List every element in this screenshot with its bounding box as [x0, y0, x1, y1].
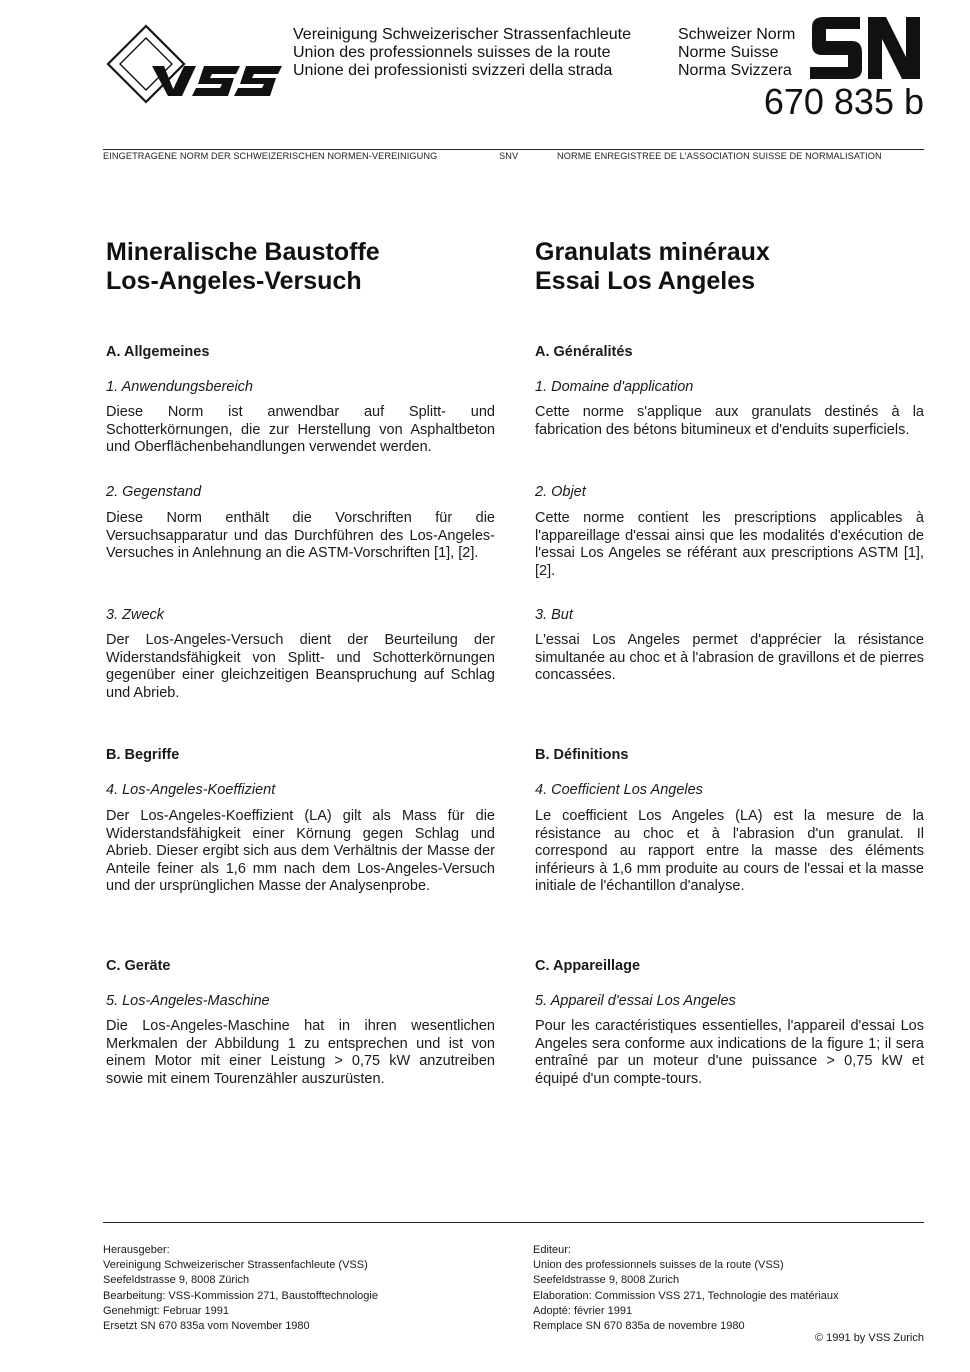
- footer-line: Bearbeitung: VSS-Kommission 271, Baustofftechnologie: [103, 1290, 378, 1302]
- page-title-de: [106, 238, 380, 296]
- document-number: 670 835 b: [763, 81, 924, 122]
- footer-publisher-fr: [533, 1243, 784, 1288]
- paragraph-4: Le coefficient Los Angeles (LA) est la mesure de la résistance au choc et à l'abrasion d'un granulat. Il correspond au rapport entre la masse des éléments inférieurs à 1,6 mm produite au cours de l'essai et la masse initiale de l'échantillon d'analyse.: [535, 808, 924, 894]
- subheading-1: 1. Anwendungsbereich: [106, 379, 253, 395]
- footer-line: Remplace SN 670 835a de novembre 1980: [533, 1320, 745, 1332]
- norm-label-it: Norma Svizzera: [678, 62, 792, 79]
- section-heading-a: A. Allgemeines: [106, 344, 210, 360]
- section-heading-c: C. Appareillage: [535, 958, 641, 974]
- paragraph-2: Diese Norm enthält die Vorschriften für die Versuchsapparatur und das Durchführen des Los-Angeles-Versuches in Anlehnung an die ASTM-Vorschriften [1], [2].: [106, 510, 495, 561]
- subheading-4: 4. Los-Angeles-Koeffizient: [106, 782, 276, 798]
- vss-logo: [100, 22, 286, 108]
- registered-norm-fr: NORME ENREGISTREE DE L'ASSOCIATION SUISSE DE NORMALISATION: [557, 151, 882, 161]
- org-name-it: Unione dei professionisti svizzeri della strada: [293, 62, 613, 79]
- section-heading-c: C. Geräte: [106, 958, 171, 974]
- subheading-3: 3. Zweck: [106, 607, 165, 623]
- page-title-fr: [535, 238, 770, 296]
- paragraph-4: Der Los-Angeles-Koeffizient (LA) gilt als Mass für die Widerstandsfähigkeit einer Körnung gegen Schlag und Abrieb. Dieser ergibt sich aus dem Verhältnis der Masse der Anteile feiner als 1,6 mm nach dem Los-Angeles-Versuch und der ursprünglichen Masse der Analysenprobe.: [106, 808, 495, 894]
- footer-line: Seefeldstrasse 9, 8008 Zürich: [103, 1274, 250, 1286]
- paragraph-5: Pour les caractéristiques essentielles, l'appareil d'essai Los Angeles sera conforme aux indications de la figure 1; il sera entraîné par un moteur d'une puissance > 0,75 kW et équipé d'un compte-tours.: [535, 1018, 924, 1087]
- organization-names: [293, 26, 631, 80]
- org-name-de: Vereinigung Schweizerischer Strassenfachleute: [293, 26, 631, 43]
- footer-edition-fr: [533, 1289, 839, 1334]
- title-line-1: Granulats minéraux: [535, 238, 770, 266]
- norm-label-de: Schweizer Norm: [678, 26, 796, 43]
- paragraph-5: Die Los-Angeles-Maschine hat in ihren wesentlichen Merkmalen der Abbildung 1 zu entsprechen und ist von einem Motor mit einer Leistung > 0,75 kW anzutreiben sowie mit einem Tourenzähler auszurüsten.: [106, 1018, 495, 1087]
- header-rule: [103, 149, 924, 150]
- subheading-4: 4. Coefficient Los Angeles: [535, 782, 703, 798]
- copyright: © 1991 by VSS Zurich: [815, 1332, 924, 1344]
- section-heading-b: B. Définitions: [535, 747, 629, 763]
- title-line-2: Los-Angeles-Versuch: [106, 267, 362, 295]
- footer-publisher-de: [103, 1243, 368, 1288]
- subheading-2: 2. Objet: [535, 484, 586, 500]
- title-line-1: Mineralische Baustoffe: [106, 238, 380, 266]
- title-line-2: Essai Los Angeles: [535, 267, 755, 295]
- paragraph-2: Cette norme contient les prescriptions applicables à l'appareillage d'essai ainsi que les modalités d'exécution de l'essai Los Angeles se référant aux prescriptions ASTM [1], [2].: [535, 510, 924, 579]
- registered-norm-de: EINGETRAGENE NORM DER SCHWEIZERISCHEN NORMEN-VEREINIGUNG: [103, 151, 438, 161]
- org-name-fr: Union des professionnels suisses de la route: [293, 44, 611, 61]
- norm-labels: [678, 26, 795, 80]
- sn-brand-mark: [806, 13, 924, 83]
- subheading-5: 5. Los-Angeles-Maschine: [106, 993, 270, 1009]
- paragraph-3: L'essai Los Angeles permet d'apprécier la résistance simultanée au choc et à l'abrasion de gravillons et de pierres concassées.: [535, 632, 924, 683]
- registered-norm-snv: SNV: [499, 151, 519, 161]
- footer-edition-de: [103, 1289, 378, 1334]
- footer-line: Ersetzt SN 670 835a vom November 1980: [103, 1320, 310, 1332]
- footer-line: Editeur:: [533, 1244, 571, 1256]
- footer-line: Herausgeber:: [103, 1244, 170, 1256]
- footer-line: Genehmigt: Februar 1991: [103, 1305, 229, 1317]
- subheading-5: 5. Appareil d'essai Los Angeles: [535, 993, 736, 1009]
- subheading-1: 1. Domaine d'application: [535, 379, 694, 395]
- footer-line: Union des professionnels suisses de la route (VSS): [533, 1259, 784, 1271]
- section-heading-a: A. Généralités: [535, 344, 633, 360]
- footer-line: Adopté: février 1991: [533, 1305, 633, 1317]
- subheading-2: 2. Gegenstand: [106, 484, 202, 500]
- subheading-3: 3. But: [535, 607, 573, 623]
- paragraph-3: Der Los-Angeles-Versuch dient der Beurteilung der Widerstandsfähigkeit von Splitt- und Schotterkörnungen gegenüber einer gleichzeitigen Beanspruchung auf Schlag und Abrieb.: [106, 632, 495, 701]
- norm-label-fr: Norme Suisse: [678, 44, 779, 61]
- footer-line: Seefeldstrasse 9, 8008 Zurich: [533, 1274, 680, 1286]
- footer-line: Elaboration: Commission VSS 271, Technologie des matériaux: [533, 1290, 839, 1302]
- footer-line: Vereinigung Schweizerischer Strassenfachleute (VSS): [103, 1259, 368, 1271]
- paragraph-1: Cette norme s'applique aux granulats destinés à la fabrication des bétons bitumineux et d'enduits superficiels.: [535, 404, 924, 438]
- paragraph-1: Diese Norm ist anwendbar auf Splitt- und Schotterkörnungen, die zur Herstellung von Asphaltbeton und Oberflächenbehandlungen verwendet werden.: [106, 404, 495, 455]
- footer-rule: [103, 1222, 924, 1223]
- section-heading-b: B. Begriffe: [106, 747, 180, 763]
